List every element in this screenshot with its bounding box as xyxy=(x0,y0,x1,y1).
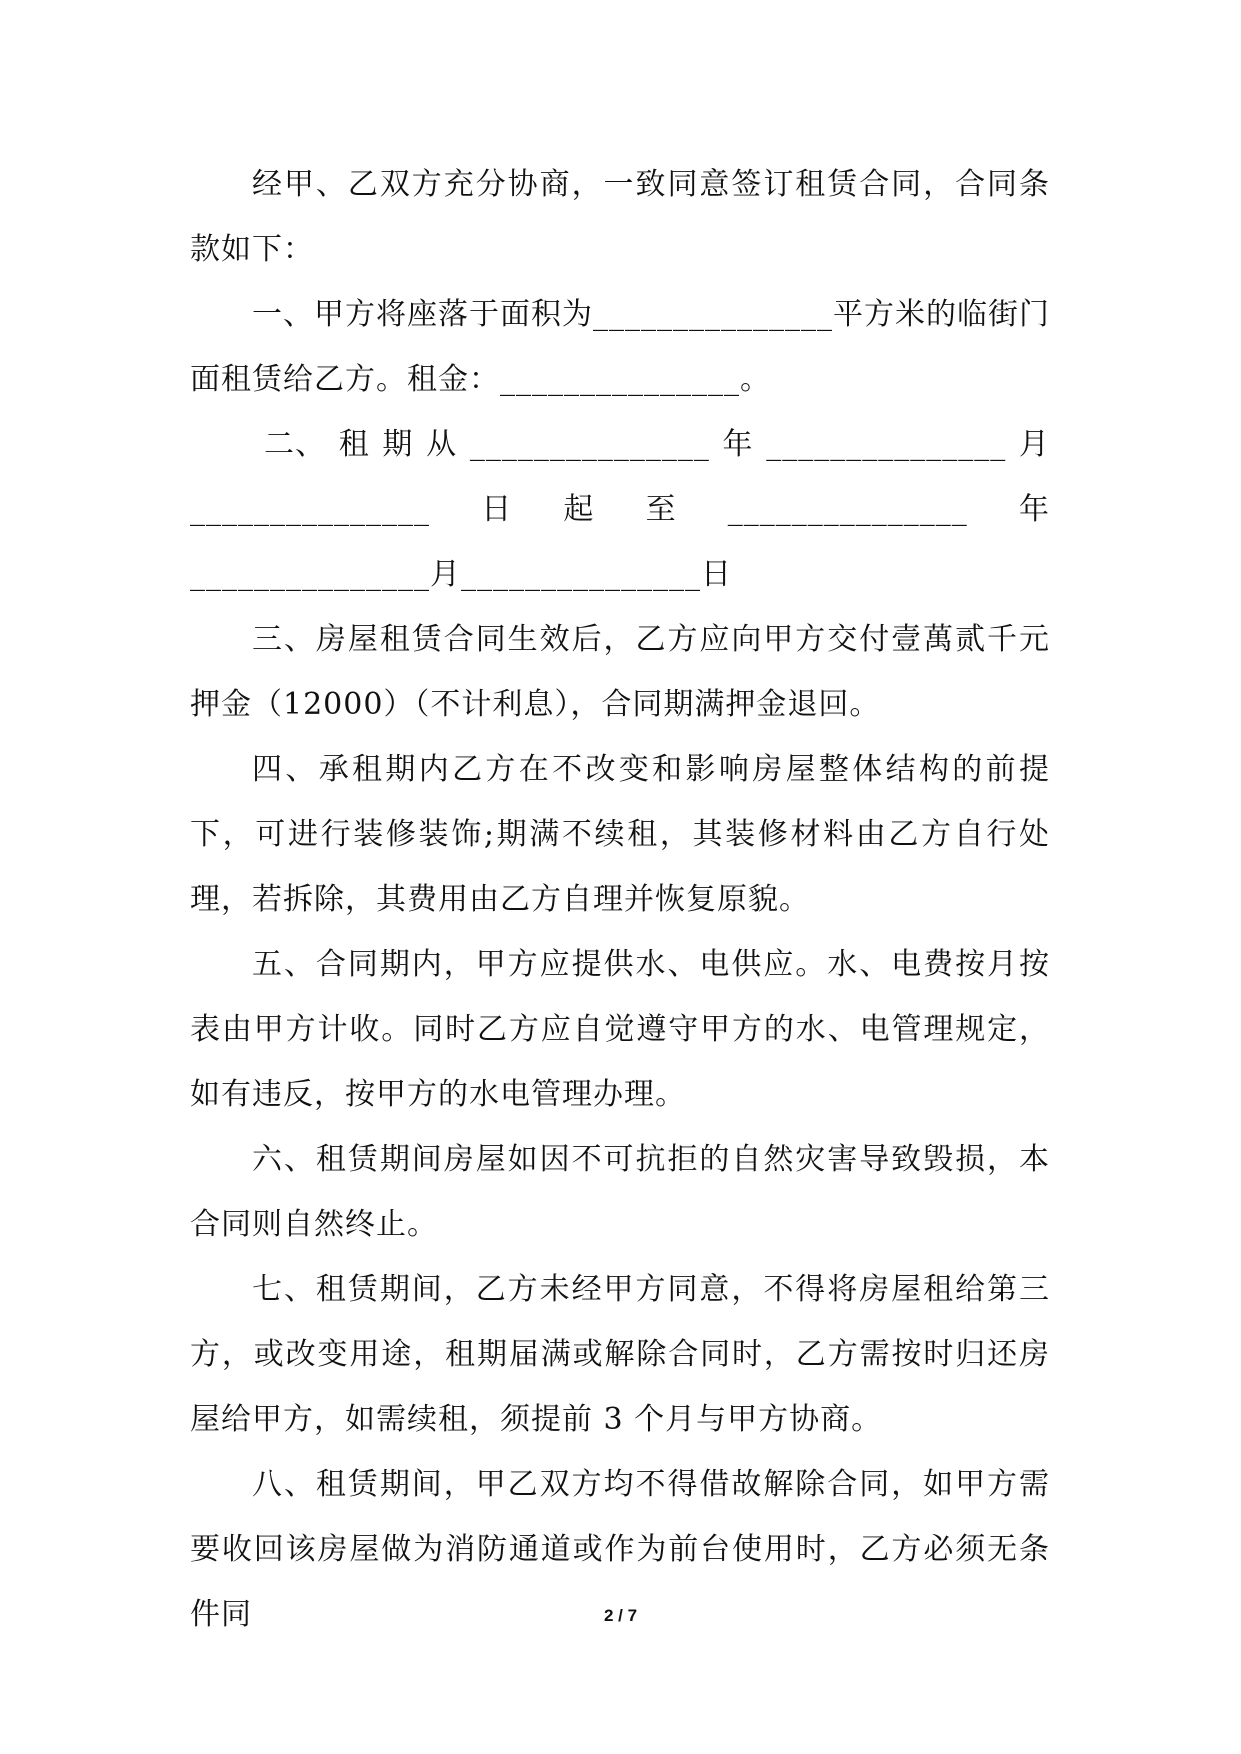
paragraph-clause-3: 三、房屋租赁合同生效后，乙方应向甲方交付壹萬贰千元押金（12000）（不计利息），合同期满押金退回。 xyxy=(190,622,1050,722)
clause-2-word: 至 xyxy=(645,492,677,527)
paragraph-clause-1: 一、甲方将座落于面积为_______________平方米的临街门面租赁给乙方。租金：_______________。 xyxy=(190,297,1050,397)
blank-field: _______________ xyxy=(469,427,710,462)
paragraph-intro: 经甲、乙双方充分协商，一致同意签订租赁合同，合同条款如下： xyxy=(190,167,1050,267)
clause-2-word: 从 xyxy=(426,427,458,462)
clause-2-word: 起 xyxy=(563,492,595,527)
paragraph-clause-6: 六、租赁期间房屋如因不可抗拒的自然灾害导致毁损，本合同则自然终止。 xyxy=(190,1142,1050,1242)
clause-2-number: 二、 xyxy=(264,427,326,462)
blank-field: _______________ xyxy=(766,427,1007,462)
clause-2-word: 期 xyxy=(382,427,414,462)
clause-2-word: 月 xyxy=(1018,427,1050,462)
paragraph-clause-7: 七、租赁期间，乙方未经甲方同意，不得将房屋租给第三方，或改变用途，租期届满或解除合同时，乙方需按时归还房屋给甲方，如需续租，须提前 3 个月与甲方协商。 xyxy=(190,1272,1050,1437)
paragraph-clause-4: 四、承租期内乙方在不改变和影响房屋整体结构的前提下，可进行装修装饰;期满不续租，其装修材料由乙方自行处理，若拆除，其费用由乙方自理并恢复原貌。 xyxy=(190,752,1050,917)
blank-field: _______________ xyxy=(727,492,968,527)
blank-field: _______________ xyxy=(190,492,430,527)
clause-2-word: 年 xyxy=(722,427,754,462)
document-body xyxy=(190,152,1050,1647)
clause-2-line-3: _______________月_______________日 xyxy=(190,557,732,592)
page-number: 2 / 7 xyxy=(603,1606,638,1625)
clause-2-word: 年 xyxy=(1018,492,1050,527)
paragraph-clause-8: 八、租赁期间，甲乙双方均不得借故解除合同，如甲方需要收回该房屋做为消防通道或作为前台使用时，乙方必须无条件同 xyxy=(190,1467,1050,1632)
clause-2-word: 日 xyxy=(481,492,513,527)
paragraph-clause-5: 五、合同期内，甲方应提供水、电供应。水、电费按月按表由甲方计收。同时乙方应自觉遵守甲方的水、电管理规定，如有违反，按甲方的水电管理办理。 xyxy=(190,947,1050,1112)
clause-2-word: 租 xyxy=(338,427,370,462)
clause-2-line-1 xyxy=(190,412,1050,477)
clause-2-line-2 xyxy=(190,477,1050,542)
